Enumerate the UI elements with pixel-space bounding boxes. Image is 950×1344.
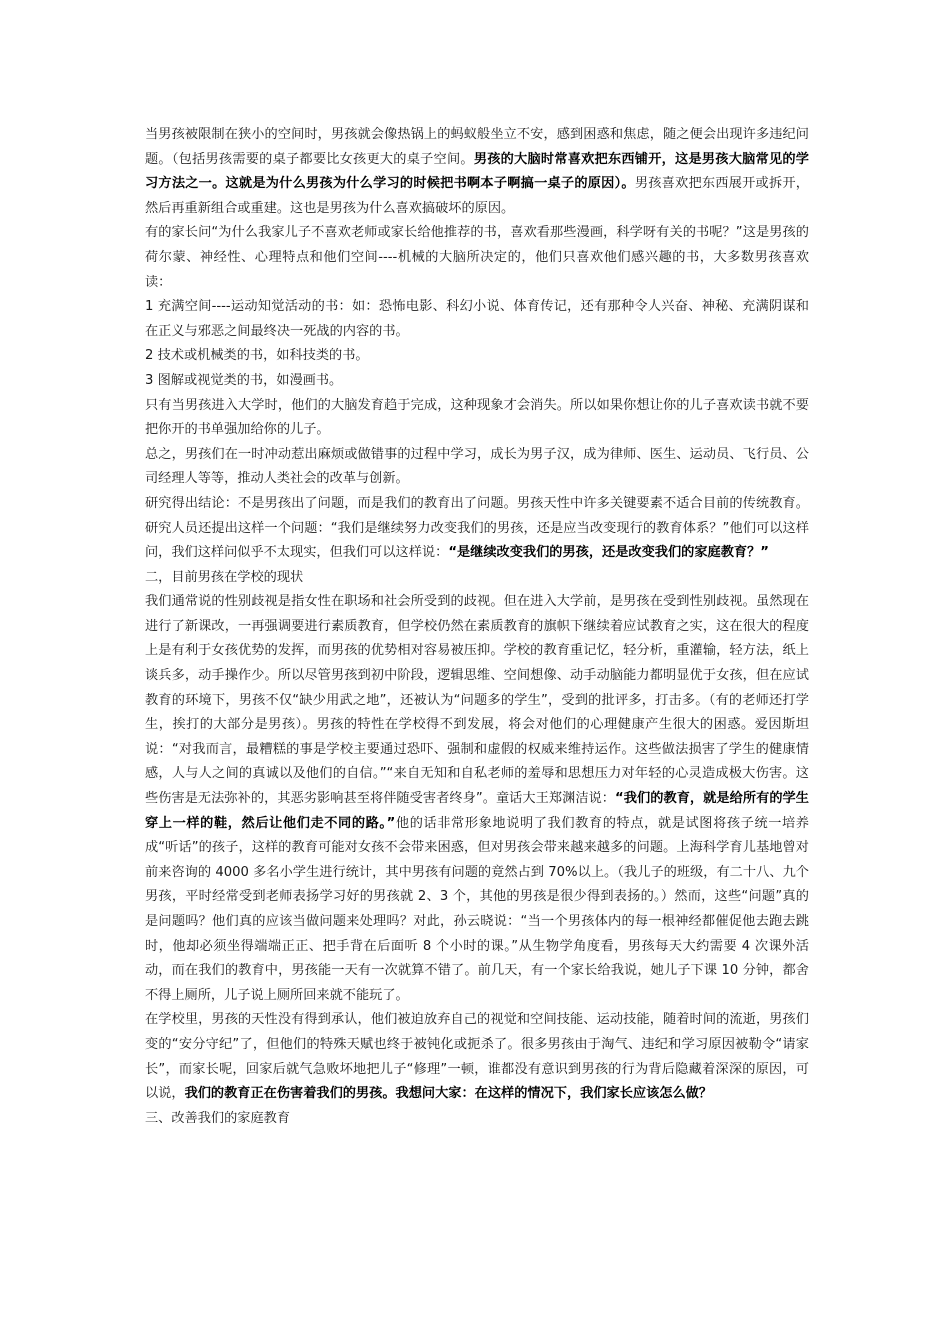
section-heading-3 xyxy=(145,1107,809,1132)
text-run: 我们通常说的性别歧视是指女性在职场和社会所受到的歧视。但在进入大学前，是男孩在受到性别歧视。虽然现在进行了新课改，一再强调要进行素质教育，但学校仍然在素质教育的旗帜下继续着应试教育之实，这在很大的程度上是有利于女孩优势的发挥，而男孩的优势相对容易被压抑。学校的教育重记忆，轻分析，重灌输，轻方法，纸上谈兵多，动手操作少。所以尽管男孩到初中阶段，逻辑思维、空间想像、动手动脑能力都明显优于女孩，但在应试教育的环境下，男孩不仅“缺少用武之地”，还被认为“问题多的学生”，受到的批评多，打击多。（有的老师还打学生，挨打的大部分是男孩）。男孩的特性在学校得不到发展，将会对他们的心理健康产生很大的困惑。爱因斯坦说：“对我而言，最糟糕的事是学校主要通过恐吓、强制和虚假的权威来维持运作。这些做法损害了学生的健康情感，人与人之间的真诚以及他们的自信。”“来自无知和自私老师的羞辱和思想压力对年轻的心灵造成极大伤害。这些伤害是无法弥补的，其恶劣影响甚至将伴随受害者终身”。童话大王郑渊洁说： xyxy=(145,594,809,807)
text-run: 三、改善我们的家庭教育 xyxy=(145,1110,291,1126)
paragraph-7 xyxy=(145,1008,809,1106)
paragraph-3 xyxy=(145,394,809,443)
paragraph-6 xyxy=(145,590,809,1008)
list-item-3 xyxy=(145,369,809,394)
list-item-2 xyxy=(145,344,809,369)
paragraph-2 xyxy=(145,221,809,295)
paragraph-1 xyxy=(145,123,809,221)
text-run: 3 图解或视觉类的书，如漫画书。 xyxy=(145,372,343,388)
text-run: 只有当男孩进入大学时，他们的大脑发育趋于完成，这种现象才会消失。所以如果你想让你的儿子喜欢读书就不要把你开的书单强加给你的儿子。 xyxy=(145,397,809,438)
bold-text-run: 男孩的大脑时常喜欢把东西铺开，这是男孩大脑常见的学习方法之一。这就是为什么男孩为什么学习的时候把书啊本子啊搞一桌子的原因）。 xyxy=(145,151,809,192)
bold-text-run: 我们的教育正在伤害着我们的男孩。我想问大家：在这样的情况下，我们家长应该怎么做？ xyxy=(184,1086,713,1102)
text-run: 研究得出结论：不是男孩出了问题，而是我们的教育出了问题。男孩天性中许多关键要素不适合目前的传统教育。研究人员还提出这样一个问题：“我们是继续努力改变我们的男孩，还是应当改变现行的教育体系？”他们可以这样问，我们这样问似乎不太现实，但我们可以这样说： xyxy=(145,495,809,561)
text-run: 在学校里，男孩的天性没有得到承认，他们被迫放弃自己的视觉和空间技能、运动技能，随着时间的流逝，男孩们变的“安分守纪”了，但他们的特殊天赋也终于被钝化或扼杀了。很多男孩由于淘气、违纪和学习原因被勒令“请家长”，而家长呢，回家后就气急败坏地把儿子“修理”一顿，谁都没有意识到男孩的行为背后隐藏着深深的原因，可以说， xyxy=(145,1012,809,1102)
paragraph-5 xyxy=(145,492,809,566)
section-heading-2 xyxy=(145,566,809,591)
paragraph-4 xyxy=(145,443,809,492)
text-run: 二，目前男孩在学校的现状 xyxy=(145,569,304,585)
text-run: 1 充满空间----运动知觉活动的书：如：恐怖电影、科幻小说、体育传记，还有那种令人兴奋、神秘、充满阴谋和在正义与邪恶之间最终决一死战的内容的书。 xyxy=(145,299,809,339)
text-run: 当男孩被限制在狭小的空间时，男孩就会像热锅上的蚂蚁般坐立不安，感到困惑和焦虑，随之便会出现许多违纪问题。（包括男孩需要的桌子都要比女孩更大的桌子空间。 xyxy=(145,127,809,167)
text-run: 他的话非常形象地说明了我们教育的特点，就是试图将孩子统一培养成“听话”的孩子，这样的教育可能对女孩不会带来困惑，但对男孩会带来越来越多的问题。上海科学育儿基地曾对前来咨询的 4000 多名小学生进行统计，其中男孩有问题的竟然占到 70%以上。（我儿子的班级，有二十八、九个男孩，平时经常受到老师表扬学习好的男孩就 2、3 个，其他的男孩是很少得到表扬的。）然而，这些“问题”真的是问题吗？他们真的应该当做问题来处理吗？对此，孙云晓说：“当一个男孩体内的每一根神经都催促他去跑去跳时，他却必须坐得端端正正、把手背在后面听 8 个小时的课。”从生物学角度看，男孩每天大约需要 4 次课外活动，而在我们的教育中，男孩能一天有一次就算不错了。前几天，有一个家长给我说，她儿子下课 10 分钟，都舍不得上厕所，儿子说上厕所回来就不能玩了。 xyxy=(145,815,809,1003)
list-item-1 xyxy=(145,295,809,344)
bold-text-run: “我们的教育，就是给所有的学生穿上一样的鞋，然后让他们走不同的路。” xyxy=(145,791,809,831)
text-run: 男孩喜欢把东西展开或拆开，然后再重新组合或重建。这也是男孩为什么喜欢搞破坏的原因。 xyxy=(145,176,809,216)
bold-text-run: “是继续改变我们的男孩，还是改变我们的家庭教育？” xyxy=(448,545,769,561)
text-run: 2 技术或机械类的书，如科技类的书。 xyxy=(145,348,369,364)
text-run: 有的家长问“为什么我家儿子不喜欢老师或家长给他推荐的书，喜欢看那些漫画，科学呀有关的书呢？”这是男孩的荷尔蒙、神经性、心理特点和他们空间----机械的大脑所决定的，他们只喜欢他们感兴趣的书，大多数男孩喜欢读： xyxy=(145,225,809,290)
document-body xyxy=(145,123,809,1131)
text-run: 总之，男孩们在一时冲动惹出麻烦或做错事的过程中学习，成长为男子汉，成为律师、医生、运动员、飞行员、公司经理人等等，推动人类社会的改革与创新。 xyxy=(145,446,809,487)
